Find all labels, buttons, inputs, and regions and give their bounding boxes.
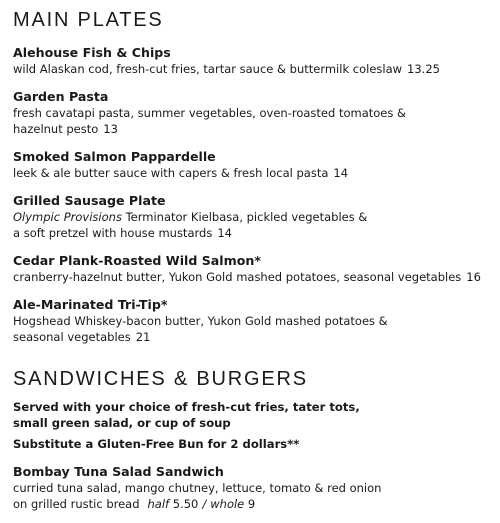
item-description-line: Terminator Kielbasa, pickled vegetables & (121, 210, 368, 224)
item-price: 13.25 (407, 62, 440, 76)
item-description-text: wild Alaskan cod, fresh-cut fries, tartar sauce & buttermilk coleslaw (13, 62, 403, 76)
item-price: 14 (333, 166, 349, 180)
menu-item-cedar-plank-salmon (13, 253, 498, 285)
item-price: 13 (103, 122, 118, 136)
item-description (13, 105, 498, 137)
section-note: small green salad, or cup of soup (13, 416, 231, 430)
item-description-line: curried tuna salad, mango chutney, lettuce, tomato & red onion (13, 481, 382, 495)
item-price-separator: / (202, 497, 207, 511)
section-title-sandwiches-burgers: SANDWICHES & BURGERS (13, 368, 308, 390)
item-price-half (148, 497, 199, 511)
item-name: Grilled Sausage Plate (13, 193, 166, 208)
item-name: Ale-Marinated Tri-Tip* (13, 297, 168, 312)
item-description-line: a soft pretzel with house mustards (13, 226, 213, 240)
menu-item-fish-chips (13, 45, 498, 77)
menu-item-grilled-sausage-plate (13, 193, 498, 241)
item-description (13, 269, 498, 285)
item-price: 16 (466, 270, 481, 284)
gluten-free-note: Substitute a Gluten-Free Bun for 2 dollars** (13, 437, 300, 451)
item-description-brand: Olympic Provisions (13, 210, 122, 224)
item-name: Bombay Tuna Salad Sandwich (13, 464, 224, 479)
item-price-half-label: half (147, 497, 173, 511)
section-notes (13, 399, 498, 452)
item-price-whole-label: whole (210, 497, 248, 511)
item-name: Alehouse Fish & Chips (13, 45, 171, 60)
item-description (13, 313, 498, 345)
menu-page (13, 7, 498, 512)
item-price-whole (210, 497, 255, 511)
menu-item-tri-tip (13, 297, 498, 345)
item-price: 14 (217, 226, 232, 240)
item-description (13, 165, 498, 181)
item-description-text: leek & ale butter sauce with capers & fresh local pasta (13, 166, 329, 180)
item-description-line: on grilled rustic bread (13, 497, 140, 511)
item-name: Smoked Salmon Pappardelle (13, 149, 216, 164)
item-description (13, 480, 498, 512)
menu-item-bombay-tuna-salad (13, 464, 498, 512)
item-name: Garden Pasta (13, 89, 109, 104)
section-title-main-plates: MAIN PLATES (13, 9, 164, 31)
item-price: 21 (135, 330, 151, 344)
item-price-whole-amount: 9 (247, 497, 256, 511)
item-description (13, 209, 498, 241)
item-description-line: hazelnut pesto (13, 122, 99, 136)
item-name: Cedar Plank-Roasted Wild Salmon* (13, 253, 261, 268)
section-spacer (13, 345, 498, 366)
item-description-line: Hogshead Whiskey-bacon butter, Yukon Gold mashed potatoes & (13, 314, 388, 328)
item-description-line: fresh cavatapi pasta, summer vegetables, oven-roasted tomatoes & (13, 106, 406, 120)
item-description-line: seasonal vegetables (13, 330, 131, 344)
item-description-text: cranberry-hazelnut butter, Yukon Gold mashed potatoes, seasonal vegetables (13, 270, 462, 284)
item-description (13, 61, 498, 77)
section-note: Served with your choice of fresh-cut fries, tater tots, (13, 400, 360, 414)
menu-item-smoked-salmon-pappardelle (13, 149, 498, 181)
menu-item-garden-pasta (13, 89, 498, 137)
item-price-half-amount: 5.50 (172, 497, 199, 511)
